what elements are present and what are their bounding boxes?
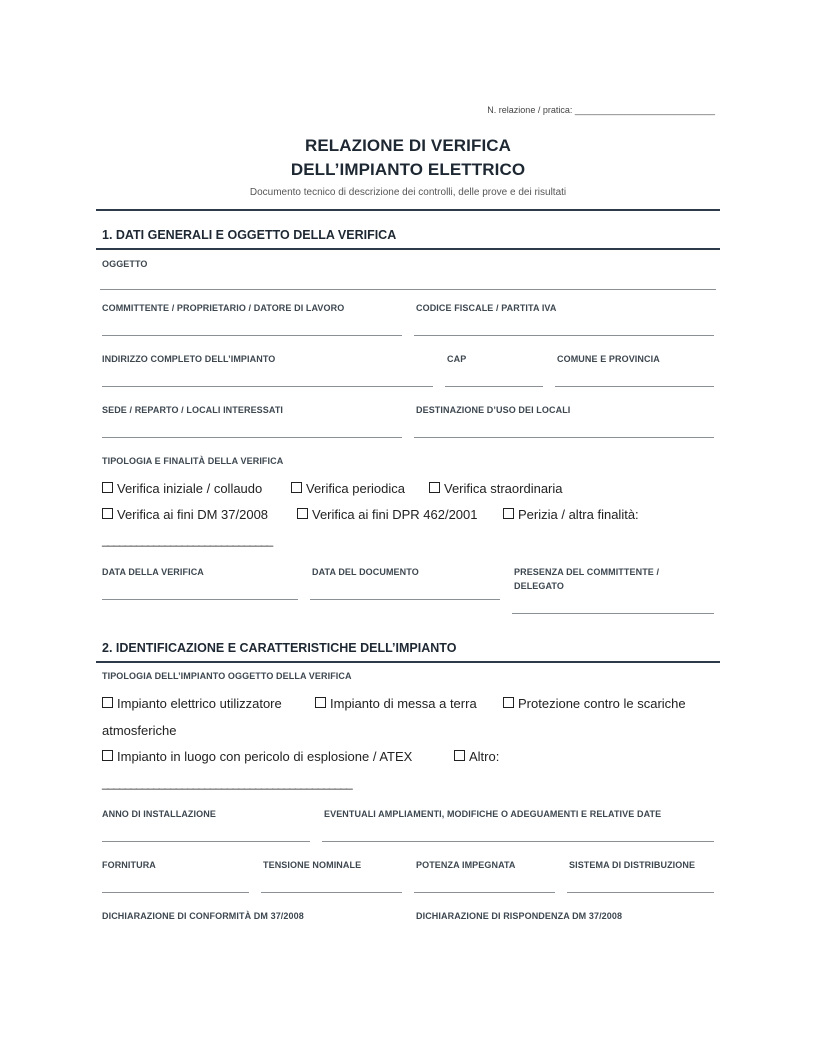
label-anno-installazione: ANNO DI INSTALLAZIONE — [102, 809, 216, 819]
checkbox-scariche-atmosferiche-wrap: atmosferiche — [102, 723, 177, 738]
label-codice-fiscale: CODICE FISCALE / PARTITA IVA — [416, 303, 557, 313]
field-potenza-impegnata[interactable] — [414, 892, 555, 893]
field-oggetto[interactable] — [100, 289, 716, 290]
checkbox-verifica-iniziale[interactable]: Verifica iniziale / collaudo — [102, 481, 262, 496]
field-ampliamenti[interactable] — [322, 841, 714, 842]
document-title-line1: RELAZIONE DI VERIFICA — [304, 136, 512, 155]
checkbox-icon — [315, 697, 326, 708]
field-sede[interactable] — [102, 437, 402, 438]
label-potenza-impegnata: POTENZA IMPEGNATA — [416, 860, 516, 870]
checkbox-messa-a-terra[interactable]: Impianto di messa a terra — [315, 696, 477, 711]
checkbox-icon — [429, 482, 440, 493]
field-data-documento[interactable] — [310, 599, 500, 600]
label-tipologia-impianto: TIPOLOGIA DELL’IMPIANTO OGGETTO DELLA VERIFICA — [102, 671, 352, 681]
field-cap[interactable] — [445, 386, 543, 387]
checkbox-icon — [503, 697, 514, 708]
label-data-documento: DATA DEL DOCUMENTO — [312, 567, 419, 577]
checkbox-dpr-462-2001[interactable]: Verifica ai fini DPR 462/2001 — [297, 507, 477, 522]
label-tensione-nominale: TENSIONE NOMINALE — [263, 860, 362, 870]
field-anno-installazione[interactable] — [102, 841, 310, 842]
label-cap: CAP — [447, 354, 467, 364]
checkbox-icon — [102, 508, 113, 519]
label-oggetto: OGGETTO — [102, 259, 148, 269]
document-subtitle: Documento tecnico di descrizione dei controlli, delle prove e dei risultati — [249, 187, 567, 198]
field-tensione-nominale[interactable] — [261, 892, 402, 893]
label-dichiarazione-conformita: DICHIARAZIONE DI CONFORMITÀ DM 37/2008 — [102, 911, 304, 921]
field-committente[interactable] — [102, 335, 402, 336]
field-altra-finalita[interactable]: ______________________________ — [102, 533, 273, 547]
section-2-heading: 2. IDENTIFICAZIONE E CARATTERISTICHE DELL’IMPIANTO — [102, 641, 457, 655]
section-divider — [96, 248, 720, 250]
field-fornitura[interactable] — [102, 892, 249, 893]
label-sistema-distribuzione: SISTEMA DI DISTRIBUZIONE — [569, 860, 696, 870]
document-title-line2: DELL’IMPIANTO ELETTRICO — [290, 160, 526, 179]
label-fornitura: FORNITURA — [102, 860, 156, 870]
section-divider — [96, 209, 720, 211]
checkbox-icon — [102, 750, 113, 761]
checkbox-verifica-periodica[interactable]: Verifica periodica — [291, 481, 405, 496]
checkbox-dm-37-2008[interactable]: Verifica ai fini DM 37/2008 — [102, 507, 268, 522]
label-destinazione: DESTINAZIONE D’USO DEI LOCALI — [416, 405, 571, 415]
label-presenza-committente: PRESENZA DEL COMMITTENTE / DELEGATO — [514, 567, 660, 591]
checkbox-icon — [503, 508, 514, 519]
section-divider — [96, 661, 720, 663]
checkbox-icon — [454, 750, 465, 761]
report-number-field[interactable]: N. relazione / pratica: ____________________________ — [487, 105, 715, 115]
field-presenza-committente[interactable] — [512, 613, 714, 614]
checkbox-icon — [102, 482, 113, 493]
label-tipologia-verifica: TIPOLOGIA E FINALITÀ DELLA VERIFICA — [102, 456, 284, 466]
label-data-verifica: DATA DELLA VERIFICA — [102, 567, 204, 577]
field-altro-impianto[interactable]: ____________________________________________ — [102, 776, 352, 790]
checkbox-altro[interactable]: Altro: — [454, 749, 499, 764]
label-committente: COMMITTENTE / PROPRIETARIO / DATORE DI LAVORO — [102, 303, 345, 313]
checkbox-impianto-utilizzatore[interactable]: Impianto elettrico utilizzatore — [102, 696, 282, 711]
checkbox-icon — [102, 697, 113, 708]
checkbox-scariche-atmosferiche[interactable]: Protezione contro le scariche — [503, 696, 686, 711]
label-comune: COMUNE E PROVINCIA — [557, 354, 660, 364]
label-sede: SEDE / REPARTO / LOCALI INTERESSATI — [102, 405, 284, 415]
field-destinazione[interactable] — [414, 437, 714, 438]
checkbox-icon — [297, 508, 308, 519]
field-codice-fiscale[interactable] — [414, 335, 714, 336]
field-data-verifica[interactable] — [102, 599, 298, 600]
checkbox-verifica-straordinaria[interactable]: Verifica straordinaria — [429, 481, 563, 496]
section-1-heading: 1. DATI GENERALI E OGGETTO DELLA VERIFICA — [102, 228, 397, 242]
field-sistema-distribuzione[interactable] — [567, 892, 714, 893]
field-comune[interactable] — [555, 386, 714, 387]
checkbox-perizia[interactable]: Perizia / altra finalità: — [503, 507, 639, 522]
label-ampliamenti: EVENTUALI AMPLIAMENTI, MODIFICHE O ADEGUAMENTI E RELATIVE DATE — [324, 809, 662, 819]
label-dichiarazione-rispondenza: DICHIARAZIONE DI RISPONDENZA DM 37/2008 — [416, 911, 623, 921]
label-indirizzo: INDIRIZZO COMPLETO DELL’IMPIANTO — [102, 354, 276, 364]
field-indirizzo[interactable] — [102, 386, 433, 387]
checkbox-atex[interactable]: Impianto in luogo con pericolo di esplosione / ATEX — [102, 749, 412, 764]
checkbox-icon — [291, 482, 302, 493]
